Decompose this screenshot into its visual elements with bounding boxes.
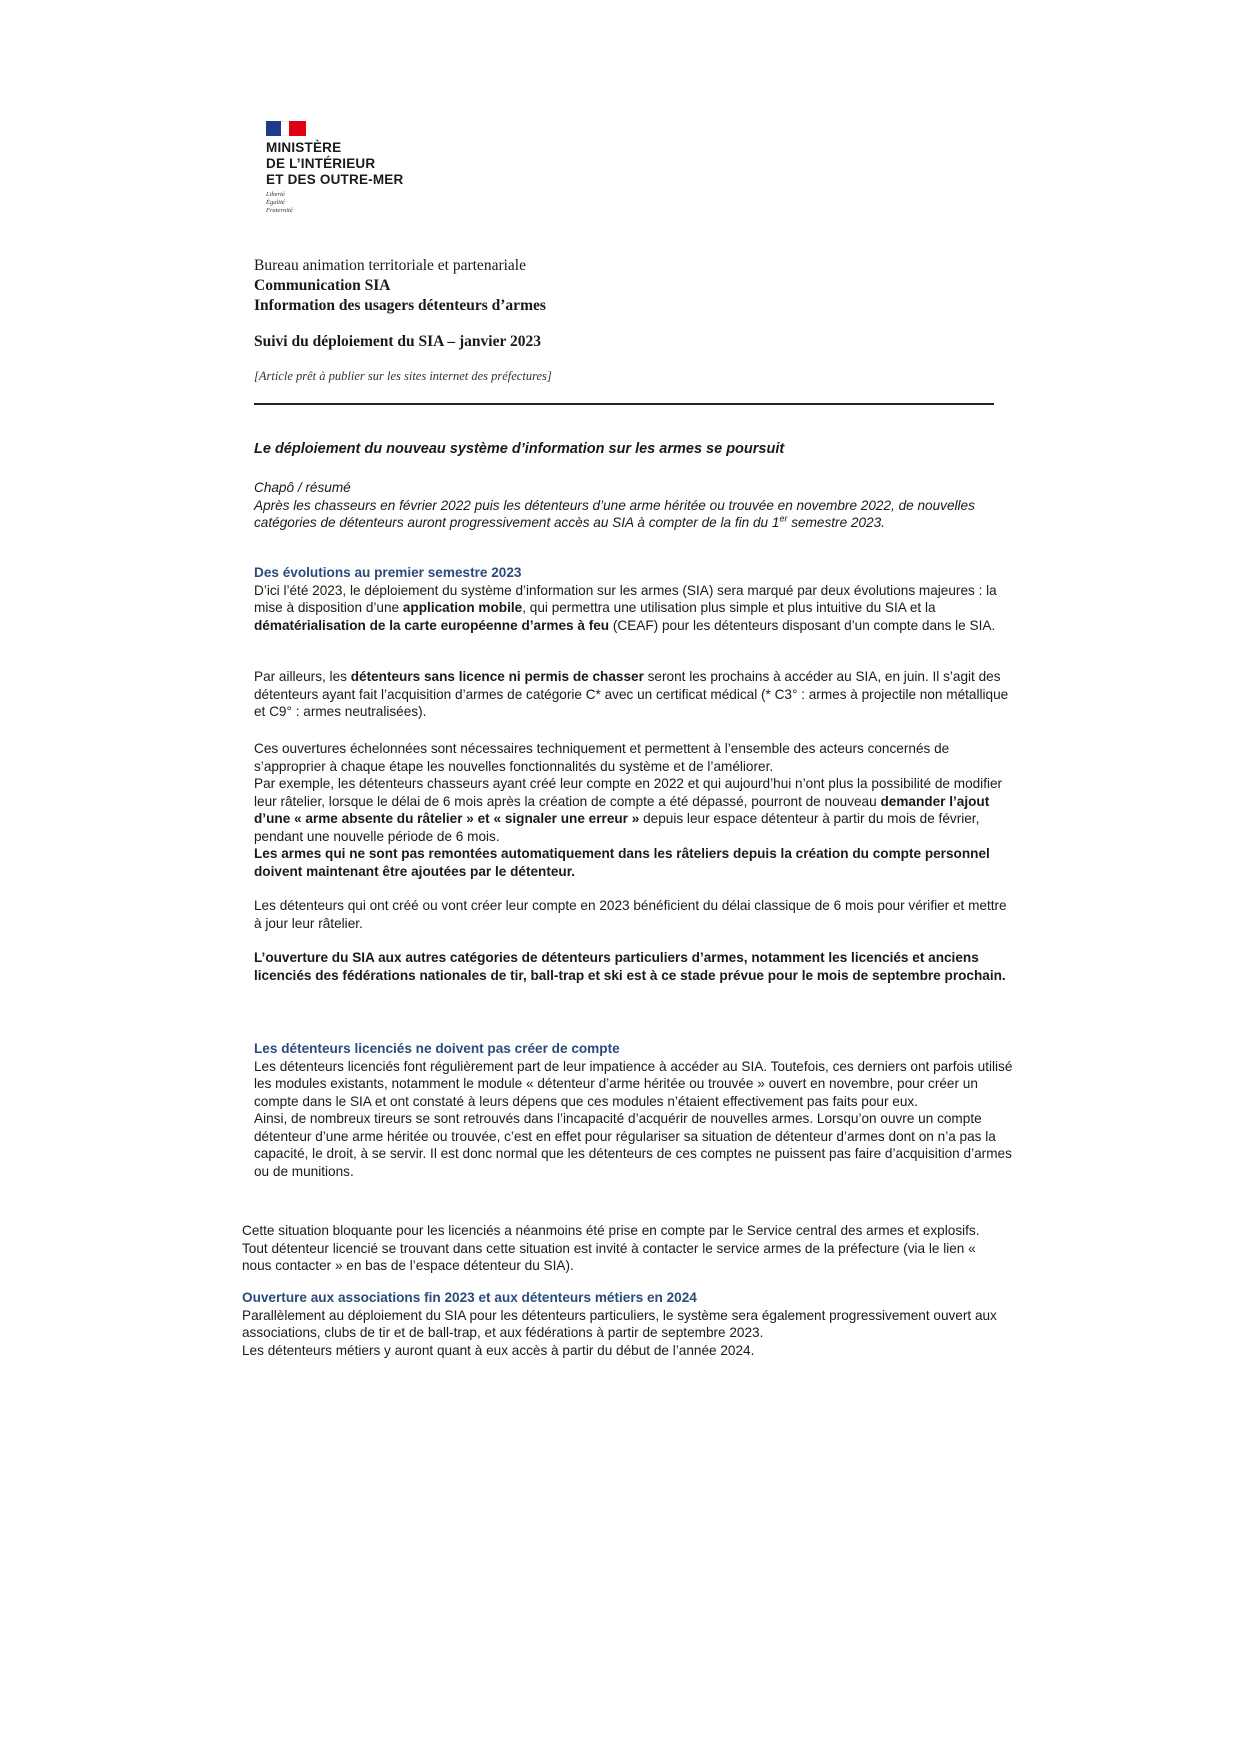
paragraph-bold: Les armes qui ne sont pas remontées automatiquement dans les râteliers depuis la création du compte personnel doivent maintenant être ajoutées par le détenteur. <box>254 846 990 879</box>
section-associations <box>242 1289 1002 1359</box>
ministry-name <box>266 140 466 188</box>
paragraph-text: Parallèlement au déploiement du SIA pour les détenteurs particuliers, le système sera également progressivement ouvert aux associations, clubs de tir et de ball-trap, et aux fédérations à partir de septembre 2023. <box>242 1307 997 1340</box>
motto-fraternite: Fraternité <box>266 207 293 214</box>
section-heading-associations: Ouverture aux associations fin 2023 et aux détenteurs métiers en 2024 <box>242 1290 697 1305</box>
bureau-line: Bureau animation territoriale et partenariale <box>254 257 526 274</box>
paragraph-text <box>254 775 1014 845</box>
paragraph-text: Ces ouvertures échelonnées sont nécessaires techniquement et permettent à l’ensemble des acteurs concernés de s’approprier à chaque étape les nouvelles fonctionnalités du système et de l’améliorer. <box>254 741 950 774</box>
section-heading-evolutions: Des évolutions au premier semestre 2023 <box>254 565 522 580</box>
communication-line: Communication SIA <box>254 277 391 294</box>
chapo-text-part-2: semestre 2023. <box>787 515 885 530</box>
paragraph-text: Les détenteurs licenciés font régulièrement part de leur impatience à accéder au SIA. Toutefois, ces derniers ont parfois utilisé les modules existants, notamment le module « détenteur d’arme héritée ou trouvée » ouvert en novembre, pour créer un compte dans le SIA et ont constaté à leurs dépens que ces modules n’étaient effectivement pas faits pour eux. <box>254 1058 1013 1109</box>
motto-liberte: Liberté <box>266 191 285 198</box>
french-flag-icon <box>266 121 306 136</box>
paragraph-bold: L’ouverture du SIA aux autres catégories de détenteurs particuliers d’armes, notamment les licenciés et anciens licenciés des fédérations nationales de tir, ball-trap et ski est à ce stade prévue pour le mois de septembre prochain. <box>254 950 1006 983</box>
evolutions-paragraph-3 <box>254 740 1014 984</box>
paragraph-text: Cette situation bloquante pour les licenciés a néanmoins été prise en compte par le Service central des armes et explosifs. Tout détenteur licencié se trouvant dans cette situation est invité à contacter le service armes de la préfecture (via le lien « nous contacter » en bas de l’espace détenteur du SIA). <box>242 1223 980 1273</box>
header-divider <box>254 403 994 405</box>
paragraph-text: Ainsi, de nombreux tireurs se sont retrouvés dans l’incapacité d’acquérir de nouvelles armes. Lorsqu’on ouvre un compte détenteur d’une arme héritée ou trouvée, c’est en effet pour régulariser sa situation de détenteur d’armes dont on n’a pas la capacité, le droit, à se servir. Il est donc normal que les détenteurs de ces comptes ne puissent pas faire d’acquisition d’armes ou de munitions. <box>254 1111 1012 1179</box>
information-line: Information des usagers détenteurs d’armes <box>254 297 546 314</box>
text-run: D’ici l’été 2023, le déploiement du système d’information sur les armes (SIA) sera marqué par deux évolutions majeures : la mise à disposition d’une <box>254 582 997 615</box>
section-evolutions <box>254 564 1014 634</box>
evolutions-paragraph-1 <box>254 582 1014 635</box>
text-run: Par exemple, les détenteurs chasseurs ayant créé leur compte en 2022 et qui aujourd’hui n’ont plus la possibilité de modifier leur râtelier, lorsque le délai de 6 mois après la création de compte a été dépassé, pourront de nouveau <box>254 776 1003 809</box>
text-run: depuis leur espace détenteur à partir du mois de février, pendant une nouvelle période de 6 mois. <box>254 811 980 844</box>
ministry-logo <box>266 121 466 215</box>
text-run: Par ailleurs, les <box>254 669 351 684</box>
section-licencies <box>254 1040 1014 1180</box>
text-run: seront les prochains à accéder au SIA, en juin. Il s’agit des détenteurs ayant fait l’acquisition d’armes de catégorie C* avec un certificat médical (* C3° : armes à projectile non métallique et C9° : armes neutralisées). <box>254 669 1009 719</box>
chapo-block <box>254 479 1014 532</box>
publication-note: [Article prêt à publier sur les sites internet des préfectures] <box>254 369 552 383</box>
paragraph-text <box>254 668 1014 721</box>
chapo-label: Chapô / résumé <box>254 480 351 495</box>
article-title: Le déploiement du nouveau système d’information sur les armes se poursuit <box>254 441 785 457</box>
chapo-superscript: er <box>779 513 788 524</box>
motto-egalite: Égalité <box>266 199 285 206</box>
republic-motto <box>266 191 466 215</box>
chapo-text-part-1: Après les chasseurs en février 2022 puis les détenteurs d’une arme héritée ou trouvée en novembre 2022, de nouvelles catégories de détenteurs auront progressivement accès au SIA à compter de la fin du 1 <box>254 497 975 530</box>
text-run: (CEAF) pour les détenteurs disposant d’un compte dans le SIA. <box>609 617 996 633</box>
paragraph-text: Les détenteurs qui ont créé ou vont créer leur compte en 2023 bénéficient du délai classique de 6 mois pour vérifier et mettre à jour leur râtelier. <box>254 898 1007 931</box>
ministry-line-3: ET DES OUTRE-MER <box>266 172 404 187</box>
section-heading-licencies: Les détenteurs licenciés ne doivent pas créer de compte <box>254 1041 620 1056</box>
suivi-line: Suivi du déploiement du SIA – janvier 2023 <box>254 333 541 350</box>
section-situation <box>242 1222 1002 1275</box>
bold-run: demander l’ajout d’une « arme absente du râtelier » et « signaler une erreur » <box>254 793 990 826</box>
chapo-text <box>254 497 1014 532</box>
document-header <box>254 256 1034 386</box>
evolutions-paragraph-2 <box>254 668 1014 721</box>
bold-run: détenteurs sans licence ni permis de chasser <box>350 669 644 684</box>
bold-run: application mobile <box>402 600 523 615</box>
ministry-line-1: MINISTÈRE <box>266 140 342 155</box>
ministry-line-2: DE L’INTÉRIEUR <box>266 156 376 171</box>
text-run: , qui permettra une utilisation plus simple et plus intuitive du SIA et la <box>522 600 936 615</box>
paragraph-text: Les détenteurs métiers y auront quant à eux accès à partir du début de l’année 2024. <box>242 1342 755 1358</box>
bold-run: dématérialisation de la carte européenne d’armes à feu <box>254 617 610 633</box>
